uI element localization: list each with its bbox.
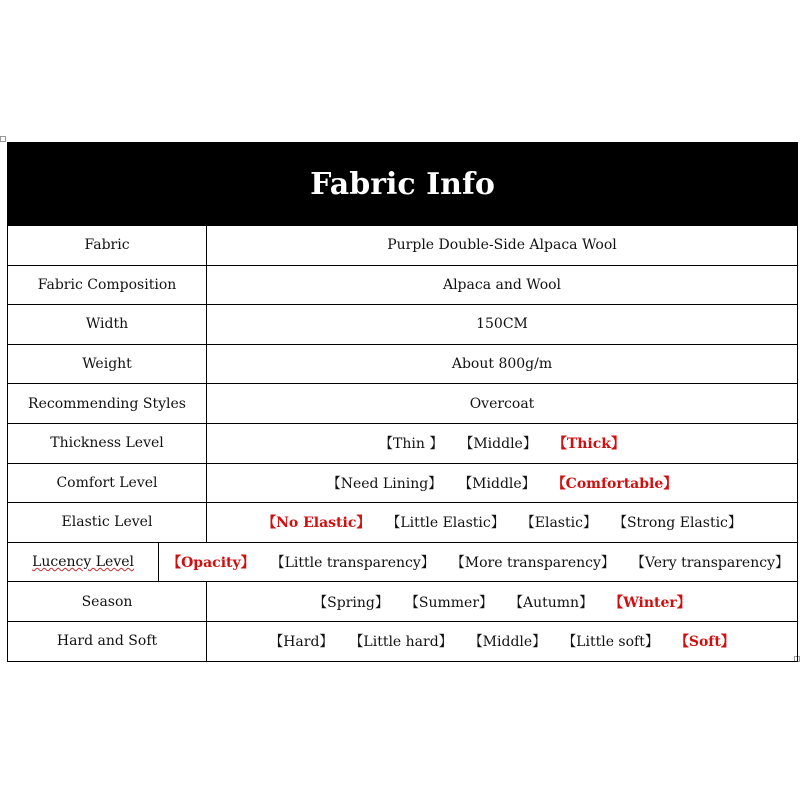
option: 【More transparency】 bbox=[450, 555, 615, 572]
option: 【Little transparency】 bbox=[270, 555, 435, 572]
option: 【Little Elastic】 bbox=[386, 515, 505, 532]
option: 【Summer】 bbox=[404, 594, 494, 611]
selected-option: 【Opacity】 bbox=[167, 555, 255, 572]
corner-mark bbox=[0, 136, 6, 142]
table-row bbox=[8, 344, 797, 384]
table-row bbox=[8, 265, 797, 305]
table-row bbox=[8, 621, 797, 661]
option: 【Strong Elastic】 bbox=[612, 515, 742, 532]
row-label: Weight bbox=[8, 345, 207, 384]
row-label: Width bbox=[8, 305, 207, 344]
option: 【Thin 】 bbox=[379, 436, 444, 453]
row-value: Overcoat bbox=[469, 395, 535, 412]
selected-option: 【Comfortable】 bbox=[551, 475, 678, 492]
row-label: Fabric Composition bbox=[8, 266, 207, 305]
row-label: Lucency Level bbox=[8, 543, 159, 582]
row-value: About 800g/m bbox=[451, 356, 553, 373]
option: 【Autumn】 bbox=[509, 594, 594, 611]
option: 【Hard】 bbox=[269, 634, 334, 651]
selected-option: 【Thick】 bbox=[552, 436, 625, 453]
option: 【Little hard】 bbox=[349, 634, 453, 651]
option: 【Middle】 bbox=[468, 634, 547, 651]
row-label: Comfort Level bbox=[8, 464, 207, 503]
option: 【Very transparency】 bbox=[630, 555, 789, 572]
row-value: Purple Double-Side Alpaca Wool bbox=[387, 237, 617, 254]
option: 【Middle】 bbox=[459, 436, 537, 453]
table-row bbox=[8, 225, 797, 265]
option: 【Middle】 bbox=[458, 475, 536, 492]
table-body bbox=[8, 225, 797, 661]
row-value bbox=[207, 424, 797, 463]
table-row bbox=[8, 304, 797, 344]
row-label: Fabric bbox=[8, 226, 207, 265]
table-row bbox=[8, 463, 797, 503]
selected-option: 【Soft】 bbox=[674, 634, 735, 651]
row-label: Season bbox=[8, 582, 207, 621]
table-row bbox=[8, 542, 797, 582]
option: 【Spring】 bbox=[313, 594, 389, 611]
option: 【Little soft】 bbox=[562, 634, 659, 651]
row-label: Hard and Soft bbox=[8, 622, 207, 661]
table-title: Fabric Info bbox=[8, 143, 797, 225]
table-row bbox=[8, 423, 797, 463]
table-row bbox=[8, 383, 797, 423]
row-label: Elastic Level bbox=[8, 503, 207, 542]
row-value: 150CM bbox=[476, 316, 528, 333]
table-row bbox=[8, 502, 797, 542]
option: 【Need Lining】 bbox=[326, 475, 443, 492]
row-value bbox=[159, 543, 797, 582]
fabric-info-table bbox=[7, 142, 798, 662]
selected-option: 【Winter】 bbox=[609, 594, 691, 611]
table-row bbox=[8, 581, 797, 621]
row-value bbox=[207, 464, 797, 503]
row-value bbox=[207, 622, 797, 661]
selected-option: 【No Elastic】 bbox=[262, 515, 371, 532]
row-label: Recommending Styles bbox=[8, 384, 207, 423]
row-value: Alpaca and Wool bbox=[442, 276, 562, 293]
row-value bbox=[207, 582, 797, 621]
row-value bbox=[207, 503, 797, 542]
option: 【Elastic】 bbox=[520, 515, 597, 532]
row-label: Thickness Level bbox=[8, 424, 207, 463]
